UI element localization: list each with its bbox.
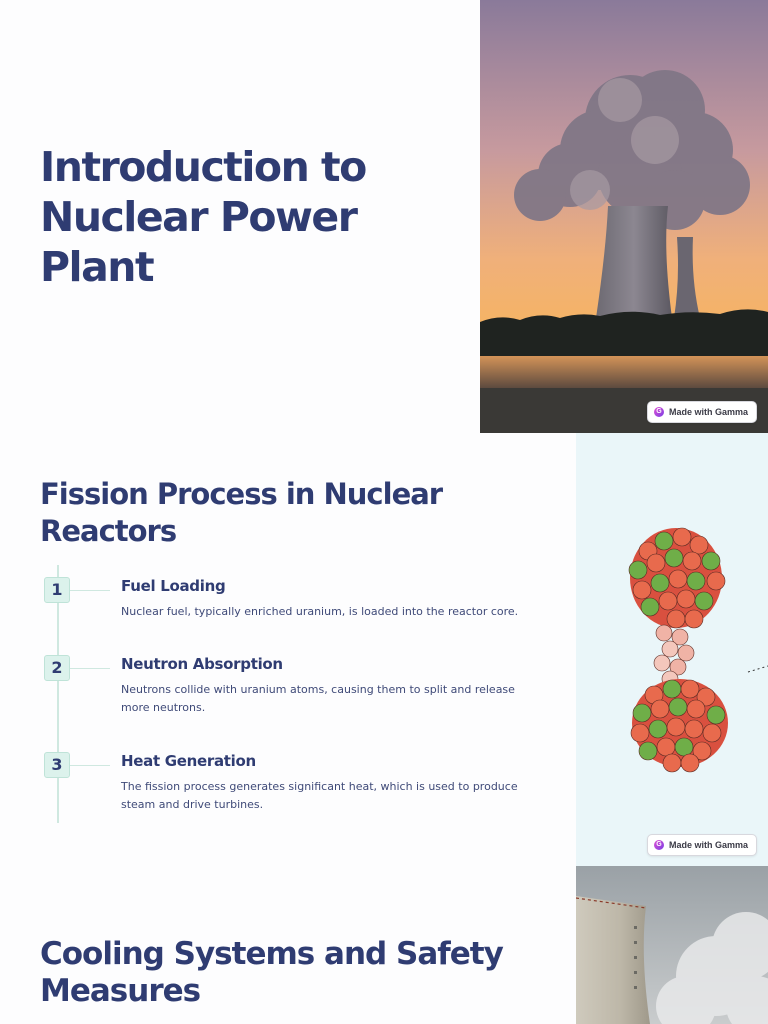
step-connector bbox=[70, 765, 110, 766]
badge-label: Made with Gamma bbox=[669, 840, 749, 850]
cooling-tower-closeup-image bbox=[576, 866, 768, 1024]
step-title: Fuel Loading bbox=[121, 577, 226, 595]
fission-nucleus-illustration bbox=[576, 433, 768, 866]
slide-fission-process bbox=[0, 433, 768, 866]
step-title: Neutron Absorption bbox=[121, 655, 283, 673]
slide-title: Introduction to Nuclear Power Plant bbox=[40, 143, 366, 291]
step-title: Heat Generation bbox=[121, 752, 256, 770]
step-description: The fission process generates significant heat, which is used to produce steam and drive turbines. bbox=[121, 780, 518, 811]
timeline-line bbox=[57, 565, 59, 823]
slide-cooling-systems bbox=[0, 866, 768, 1024]
step-number: 2 bbox=[44, 655, 70, 681]
cooling-towers-sunset-image bbox=[480, 0, 768, 433]
step-number: 3 bbox=[44, 752, 70, 778]
gamma-logo-icon: G bbox=[654, 840, 664, 850]
slide-title: Cooling Systems and Safety Measures bbox=[40, 936, 503, 1009]
gamma-logo-icon: G bbox=[654, 407, 664, 417]
step-connector bbox=[70, 668, 110, 669]
made-with-gamma-badge[interactable] bbox=[647, 401, 757, 423]
step-number: 1 bbox=[44, 577, 70, 603]
badge-label: Made with Gamma bbox=[669, 407, 749, 417]
slide-title: Fission Process in Nuclear Reactors bbox=[40, 477, 443, 548]
step-description: Neutrons collide with uranium atoms, causing them to split and release more neutrons. bbox=[121, 683, 515, 714]
step-connector bbox=[70, 590, 110, 591]
step-description: Nuclear fuel, typically enriched uranium, is loaded into the reactor core. bbox=[121, 605, 519, 618]
made-with-gamma-badge[interactable] bbox=[647, 834, 757, 856]
slide-intro bbox=[0, 0, 768, 433]
